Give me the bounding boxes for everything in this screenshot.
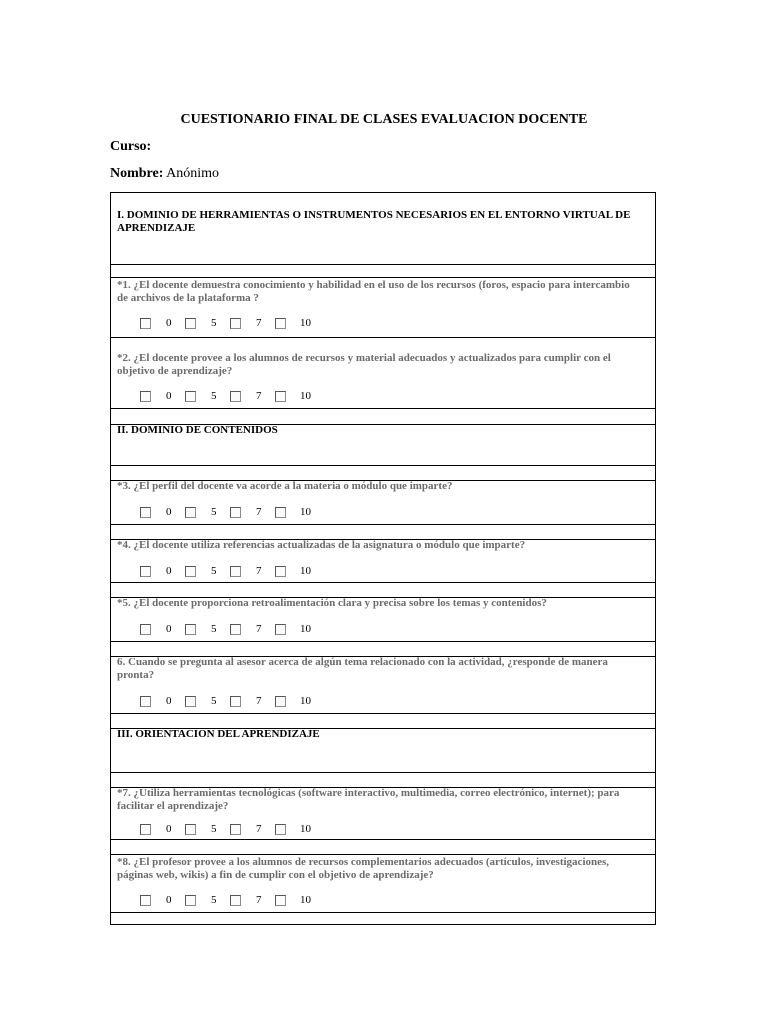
rating-label: 7 [256, 317, 262, 329]
row-divider [111, 912, 655, 913]
section-heading: III. ORIENTACION DEL APRENDIZAJE [117, 728, 320, 740]
rating-checkbox[interactable] [185, 624, 196, 635]
rating-label: 7 [256, 506, 262, 518]
rating-label: 10 [300, 695, 311, 707]
rating-label: 0 [166, 695, 172, 707]
rating-checkbox[interactable] [140, 895, 151, 906]
rating-checkbox[interactable] [185, 391, 196, 402]
rating-label: 10 [300, 823, 311, 835]
row-divider [111, 772, 655, 773]
rating-checkbox[interactable] [230, 696, 241, 707]
rating-label: 5 [211, 317, 217, 329]
nombre-label: Nombre: [110, 166, 164, 181]
row-divider [111, 854, 655, 855]
question-2: *2. ¿El docente provee a los alumnos de recursos y material adecuados y actualizados para cumplir con el objetivo de aprendizaje? [117, 352, 611, 377]
rating-checkbox[interactable] [185, 318, 196, 329]
rating-checkbox[interactable] [275, 507, 286, 518]
section-heading: I. DOMINIO DE HERRAMIENTAS O INSTRUMENTOS NECESARIOS EN EL ENTORNO VIRTUAL DE APRENDIZAJE [117, 209, 631, 234]
rating-label: 0 [166, 823, 172, 835]
rating-label: 10 [300, 623, 311, 635]
rating-checkbox[interactable] [185, 895, 196, 906]
rating-label: 0 [166, 623, 172, 635]
rating-checkbox[interactable] [230, 507, 241, 518]
rating-checkbox[interactable] [275, 696, 286, 707]
rating-checkbox[interactable] [140, 824, 151, 835]
form-title: CUESTIONARIO FINAL DE CLASES EVALUACION DOCENTE [180, 112, 588, 127]
rating-label: 7 [256, 695, 262, 707]
rating-label: 10 [300, 317, 311, 329]
question-7: *7. ¿Utiliza herramientas tecnológicas (software interactivo, multimedia, correo electrónico, internet); para facilitar el aprendizaje? [117, 787, 620, 812]
rating-checkbox[interactable] [185, 507, 196, 518]
rating-label: 5 [211, 506, 217, 518]
rating-checkbox[interactable] [275, 895, 286, 906]
rating-checkbox[interactable] [275, 566, 286, 577]
nombre-field [110, 166, 219, 182]
question-1: *1. ¿El docente demuestra conocimiento y habilidad en el uso de los recursos (foros, espacio para intercambio de archivos de la plataforma ? [117, 279, 630, 304]
row-divider [111, 713, 655, 714]
rating-label: 5 [211, 565, 217, 577]
row-divider [111, 641, 655, 642]
row-divider [111, 839, 655, 840]
curso-field [110, 139, 151, 155]
curso-label: Curso: [110, 139, 152, 154]
rating-label: 5 [211, 623, 217, 635]
section-heading: II. DOMINIO DE CONTENIDOS [117, 424, 278, 436]
nombre-value: Anónimo [166, 166, 220, 181]
rating-checkbox[interactable] [230, 391, 241, 402]
rating-checkbox[interactable] [140, 507, 151, 518]
rating-checkbox[interactable] [185, 566, 196, 577]
rating-label: 10 [300, 506, 311, 518]
rating-label: 5 [211, 823, 217, 835]
rating-label: 10 [300, 894, 311, 906]
rating-label: 7 [256, 390, 262, 402]
rating-checkbox[interactable] [140, 696, 151, 707]
rating-checkbox[interactable] [230, 624, 241, 635]
question-4: *4. ¿El docente utiliza referencias actualizadas de la asignatura o módulo que imparte? [117, 539, 526, 551]
rating-label: 7 [256, 823, 262, 835]
rating-label: 0 [166, 506, 172, 518]
rating-checkbox[interactable] [275, 624, 286, 635]
row-divider [111, 337, 655, 338]
row-divider [111, 264, 655, 265]
rating-label: 7 [256, 623, 262, 635]
rating-checkbox[interactable] [140, 624, 151, 635]
rating-label: 0 [166, 894, 172, 906]
rating-checkbox[interactable] [140, 318, 151, 329]
rating-checkbox[interactable] [275, 824, 286, 835]
rating-label: 7 [256, 894, 262, 906]
rating-checkbox[interactable] [185, 696, 196, 707]
question-8: *8. ¿El profesor provee a los alumnos de recursos complementarios adecuados (artículos, investigaciones, páginas web, wikis) a fin de cumplir con el objetivo de aprendizaje? [117, 856, 610, 881]
question-3: *3. ¿El perfil del docente va acorde a la materia o módulo que imparte? [117, 480, 453, 492]
rating-checkbox[interactable] [140, 391, 151, 402]
row-divider [111, 408, 655, 409]
rating-label: 5 [211, 390, 217, 402]
rating-checkbox[interactable] [230, 566, 241, 577]
question-5: *5. ¿El docente proporciona retroalimentación clara y precisa sobre los temas y contenidos? [117, 597, 547, 609]
rating-checkbox[interactable] [140, 566, 151, 577]
rating-label: 0 [166, 390, 172, 402]
rating-label: 7 [256, 565, 262, 577]
rating-label: 10 [300, 565, 311, 577]
rating-checkbox[interactable] [275, 318, 286, 329]
rating-label: 0 [166, 317, 172, 329]
row-divider [111, 277, 655, 278]
question-6: 6. Cuando se pregunta al asesor acerca de algún tema relacionado con la actividad, ¿responde de manera pronta? [117, 656, 608, 681]
row-divider [111, 524, 655, 525]
questionnaire-table [110, 192, 656, 925]
rating-checkbox[interactable] [185, 824, 196, 835]
rating-checkbox[interactable] [230, 895, 241, 906]
row-divider [111, 582, 655, 583]
rating-label: 5 [211, 695, 217, 707]
rating-label: 5 [211, 894, 217, 906]
rating-label: 10 [300, 390, 311, 402]
row-divider [111, 465, 655, 466]
rating-checkbox[interactable] [275, 391, 286, 402]
rating-checkbox[interactable] [230, 318, 241, 329]
rating-checkbox[interactable] [230, 824, 241, 835]
rating-label: 0 [166, 565, 172, 577]
